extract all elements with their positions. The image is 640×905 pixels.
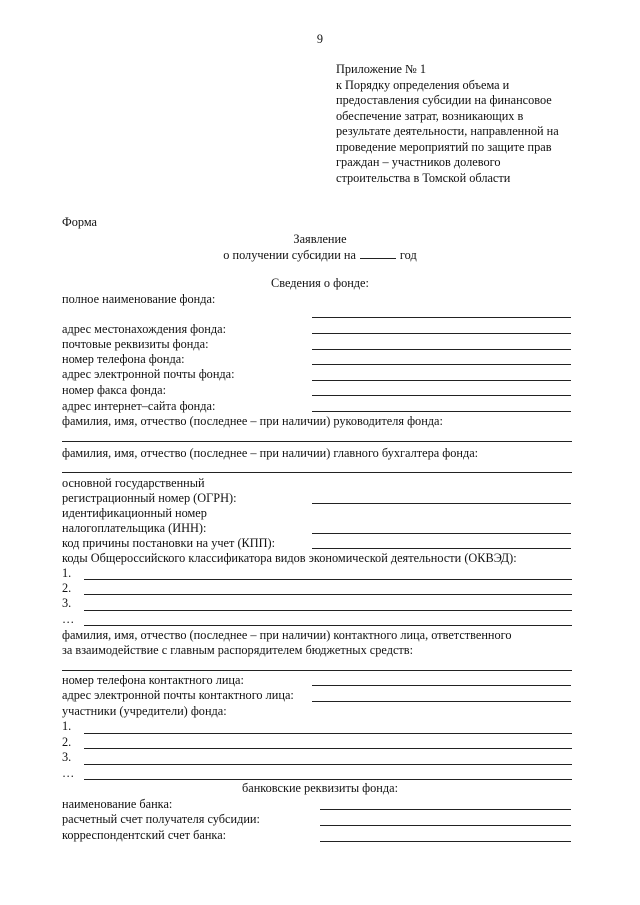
label-full-name: полное наименование фонда: — [62, 292, 216, 306]
label-kpp: код причины постановки на учет (КПП): — [62, 536, 276, 550]
founder-item-ellipsis: … — [62, 766, 75, 780]
founder-item-field[interactable] — [84, 764, 572, 765]
label-fax: номер факса фонда: — [62, 383, 167, 397]
label-director: фамилия, имя, отчество (последнее – при наличии) руководителя фонда: — [62, 414, 443, 428]
label-founders: участники (учредители) фонда: — [62, 704, 227, 718]
bank-section-heading: банковские реквизиты фонда: — [241, 781, 399, 795]
label-ogrn-line1: основной государственный — [62, 476, 205, 490]
label-ogrn-line2: регистрационный номер (ОГРН): — [62, 491, 237, 505]
appendix-line: строительства в Томской области — [336, 170, 511, 185]
label-inn-line2: налогоплательщика (ИНН): — [62, 521, 207, 535]
kpp-field[interactable] — [312, 548, 571, 549]
contact-person-field[interactable] — [62, 670, 572, 671]
form-label: Форма — [62, 215, 97, 229]
settlement-account-field[interactable] — [320, 825, 571, 826]
bank-name-field[interactable] — [320, 809, 571, 810]
label-website: адрес интернет–сайта фонда: — [62, 399, 216, 413]
label-contact-email: адрес электронной почты контактного лица: — [62, 688, 294, 702]
appendix-line: результате деятельности, направленной на — [336, 124, 559, 138]
fax-field[interactable] — [312, 395, 571, 396]
founder-item-field[interactable] — [84, 748, 572, 749]
year-blank[interactable] — [360, 247, 396, 259]
subtitle-year-word: год — [399, 248, 417, 262]
label-phone: номер телефона фонда: — [62, 352, 185, 366]
appendix-line: к Порядку определения объема и — [336, 77, 510, 92]
founder-item-number: 2. — [62, 735, 72, 749]
label-contact-line2: за взаимодействие с главным распорядителем бюджетных средств: — [62, 643, 414, 657]
label-bank-name: наименование банка: — [62, 797, 173, 811]
accountant-field[interactable] — [62, 472, 572, 473]
document-subtitle — [0, 247, 640, 264]
appendix-line: Приложение № 1 — [336, 62, 427, 76]
address-field[interactable] — [312, 333, 571, 334]
document-title: Заявление — [293, 232, 347, 246]
founder-item-number: 3. — [62, 750, 72, 764]
okved-item-field[interactable] — [84, 610, 572, 611]
inn-field[interactable] — [312, 533, 571, 534]
founder-item-field[interactable] — [84, 779, 572, 780]
label-accountant: фамилия, имя, отчество (последнее – при наличии) главного бухгалтера фонда: — [62, 446, 479, 460]
okved-item-ellipsis: … — [62, 612, 75, 626]
label-inn-line1: идентификационный номер — [62, 506, 207, 520]
label-corr-account: корреспондентский счет банка: — [62, 828, 227, 842]
okved-item-number: 1. — [62, 566, 72, 580]
page-number: 9 — [316, 32, 324, 46]
label-email: адрес электронной почты фонда: — [62, 367, 235, 381]
label-okved: коды Общероссийского классификатора видов экономической деятельности (ОКВЭД): — [62, 551, 517, 565]
label-contact-phone: номер телефона контактного лица: — [62, 673, 244, 687]
website-field[interactable] — [312, 411, 571, 412]
appendix-line: проведение мероприятий по защите прав — [336, 139, 552, 154]
label-postal: почтовые реквизиты фонда: — [62, 337, 209, 351]
okved-item-field[interactable] — [84, 594, 572, 595]
label-settlement-account: расчетный счет получателя субсидии: — [62, 812, 260, 826]
postal-field[interactable] — [312, 349, 571, 350]
ogrn-field[interactable] — [312, 503, 571, 504]
full-name-field[interactable] — [312, 317, 571, 318]
label-contact-line1: фамилия, имя, отчество (последнее – при наличии) контактного лица, ответственного — [62, 628, 512, 642]
founder-item-number: 1. — [62, 719, 72, 733]
contact-email-field[interactable] — [312, 701, 571, 702]
appendix-line: обеспечение затрат, возникающих в — [336, 108, 524, 123]
fund-section-heading: Сведения о фонде: — [271, 276, 369, 290]
appendix-line: граждан – участников долевого — [336, 155, 501, 169]
okved-item-field[interactable] — [84, 625, 572, 626]
subtitle-text: о получении субсидии на — [223, 248, 356, 262]
label-address: адрес местонахождения фонда: — [62, 322, 227, 336]
director-field[interactable] — [62, 441, 572, 442]
corr-account-field[interactable] — [320, 841, 571, 842]
okved-item-number: 2. — [62, 581, 72, 595]
founder-item-field[interactable] — [84, 733, 572, 734]
phone-field[interactable] — [312, 364, 571, 365]
contact-phone-field[interactable] — [312, 685, 571, 686]
okved-item-field[interactable] — [84, 579, 572, 580]
okved-item-number: 3. — [62, 596, 72, 610]
appendix-block — [336, 62, 626, 186]
appendix-line: предоставления субсидии на финансовое — [336, 93, 552, 107]
email-field[interactable] — [312, 380, 571, 381]
